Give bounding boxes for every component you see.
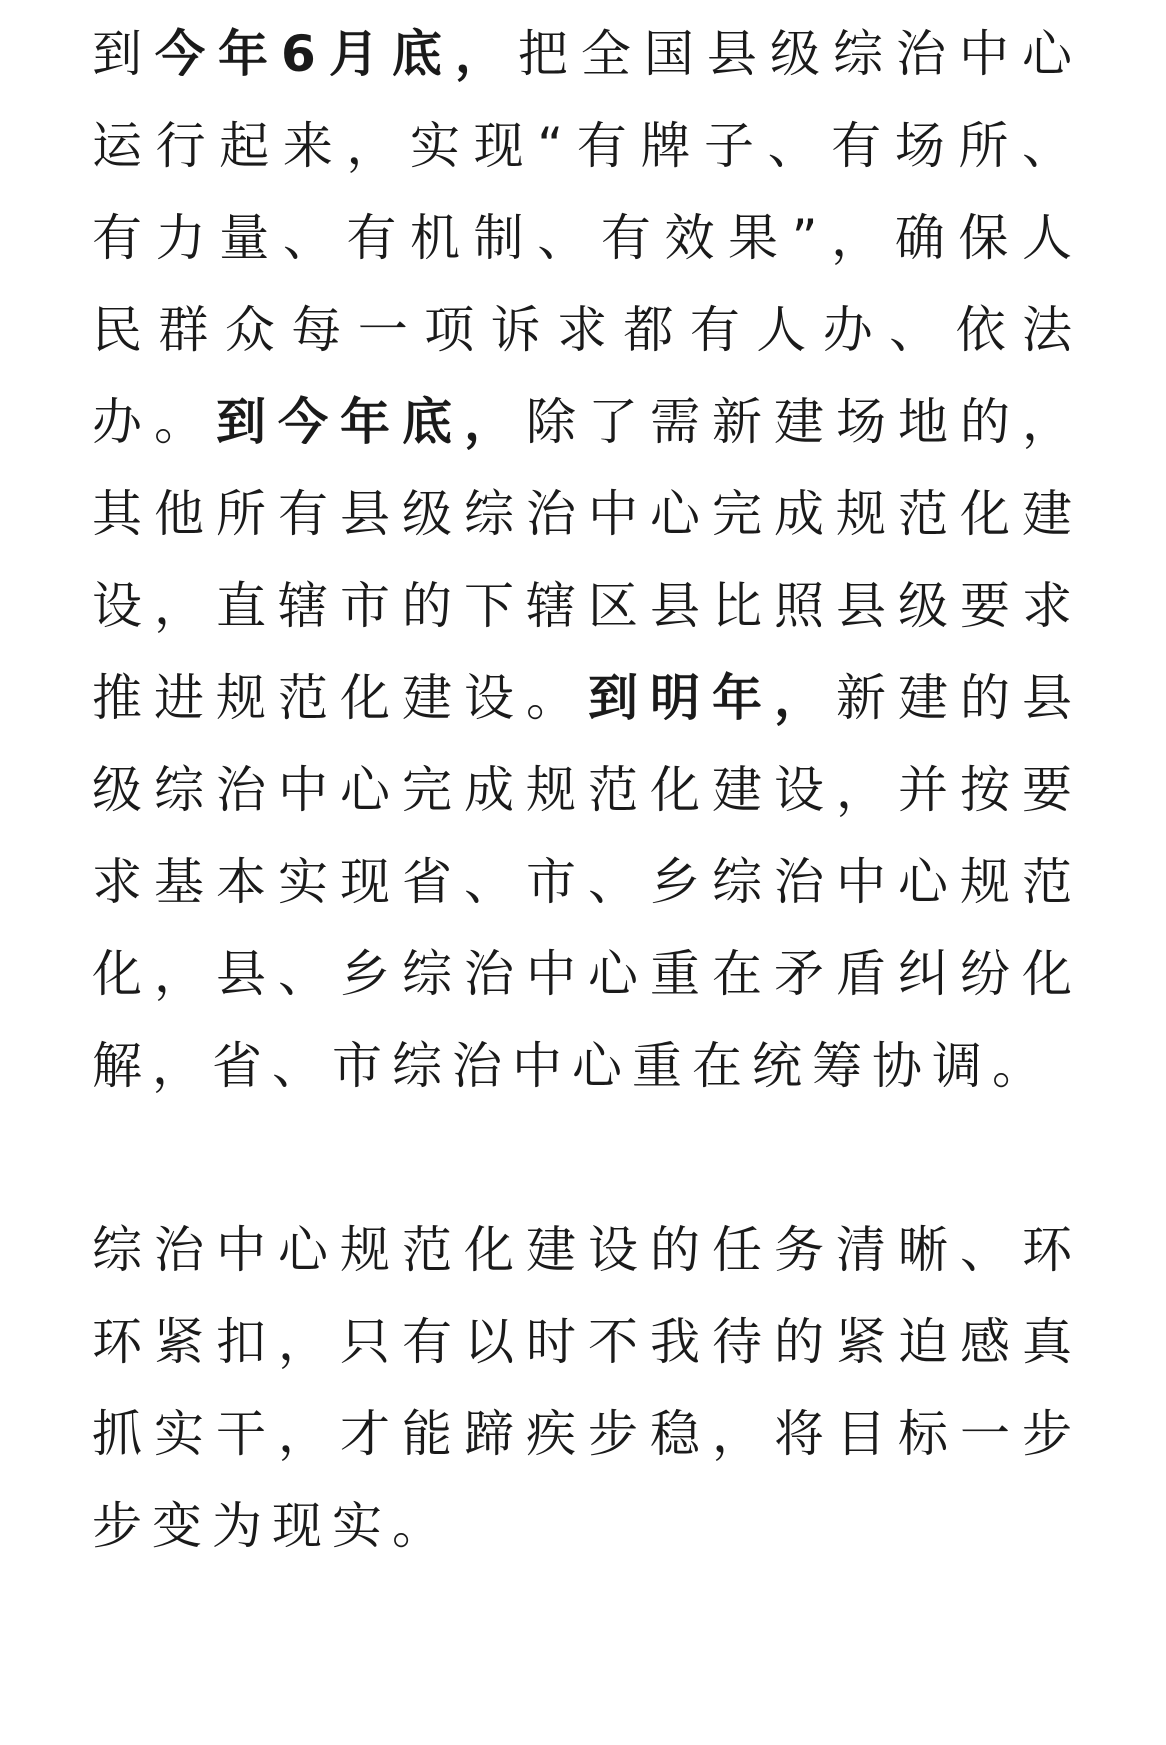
- text-run: 步变为现实。: [92, 1497, 452, 1555]
- text-line: [92, 376, 1082, 468]
- paragraph-1: [92, 8, 1082, 1112]
- text-line: [92, 1480, 1082, 1572]
- text-run: 解，省、市综治中心重在统筹协调。: [92, 1037, 1052, 1095]
- text-run: 推进规范化建设。: [92, 669, 588, 727]
- text-line: [92, 468, 1082, 560]
- text-line: [92, 1388, 1082, 1480]
- text-line: [92, 928, 1082, 1020]
- text-run: 办。: [92, 393, 216, 451]
- text-run: 把全国县级综治中心: [517, 25, 1082, 83]
- text-line: [92, 1296, 1082, 1388]
- text-line: [92, 284, 1082, 376]
- text-run: 抓实干，才能蹄疾步稳，将目标一步: [92, 1405, 1082, 1463]
- paragraph-2: [92, 1204, 1082, 1572]
- text-run: 除了需新建场地的，: [526, 393, 1082, 451]
- article-body: [92, 8, 1082, 1572]
- bold-text-run: 到今年底，: [216, 393, 526, 451]
- text-run: 综治中心规范化建设的任务清晰、环: [92, 1221, 1082, 1279]
- text-run: 新建的县: [836, 669, 1082, 727]
- text-run: 化，县、乡综治中心重在矛盾纠纷化: [92, 945, 1082, 1003]
- text-line: [92, 836, 1082, 928]
- text-run: 级综治中心完成规范化建设，并按要: [92, 761, 1082, 819]
- text-run: 设，直辖市的下辖区县比照县级要求: [92, 577, 1082, 635]
- text-line: [92, 192, 1082, 284]
- text-run: 环紧扣，只有以时不我待的紧迫感真: [92, 1313, 1082, 1371]
- text-line: [92, 652, 1082, 744]
- text-run: 到: [92, 25, 156, 83]
- text-line: [92, 100, 1082, 192]
- text-run: 有力量、有机制、有效果”，确保人: [92, 209, 1082, 267]
- text-run: 运行起来，实现“有牌子、有场所、: [92, 117, 1082, 175]
- text-line: [92, 560, 1082, 652]
- text-line: [92, 8, 1082, 100]
- bold-text-run: 到明年，: [588, 669, 836, 727]
- text-line: [92, 744, 1082, 836]
- text-run: 求基本实现省、市、乡综治中心规范: [92, 853, 1082, 911]
- text-run: 民群众每一项诉求都有人办、依法: [92, 301, 1082, 359]
- text-run: 其他所有县级综治中心完成规范化建: [92, 485, 1082, 543]
- bold-text-run: 今年6月底，: [155, 25, 518, 83]
- text-line: [92, 1204, 1082, 1296]
- text-line: [92, 1020, 1082, 1112]
